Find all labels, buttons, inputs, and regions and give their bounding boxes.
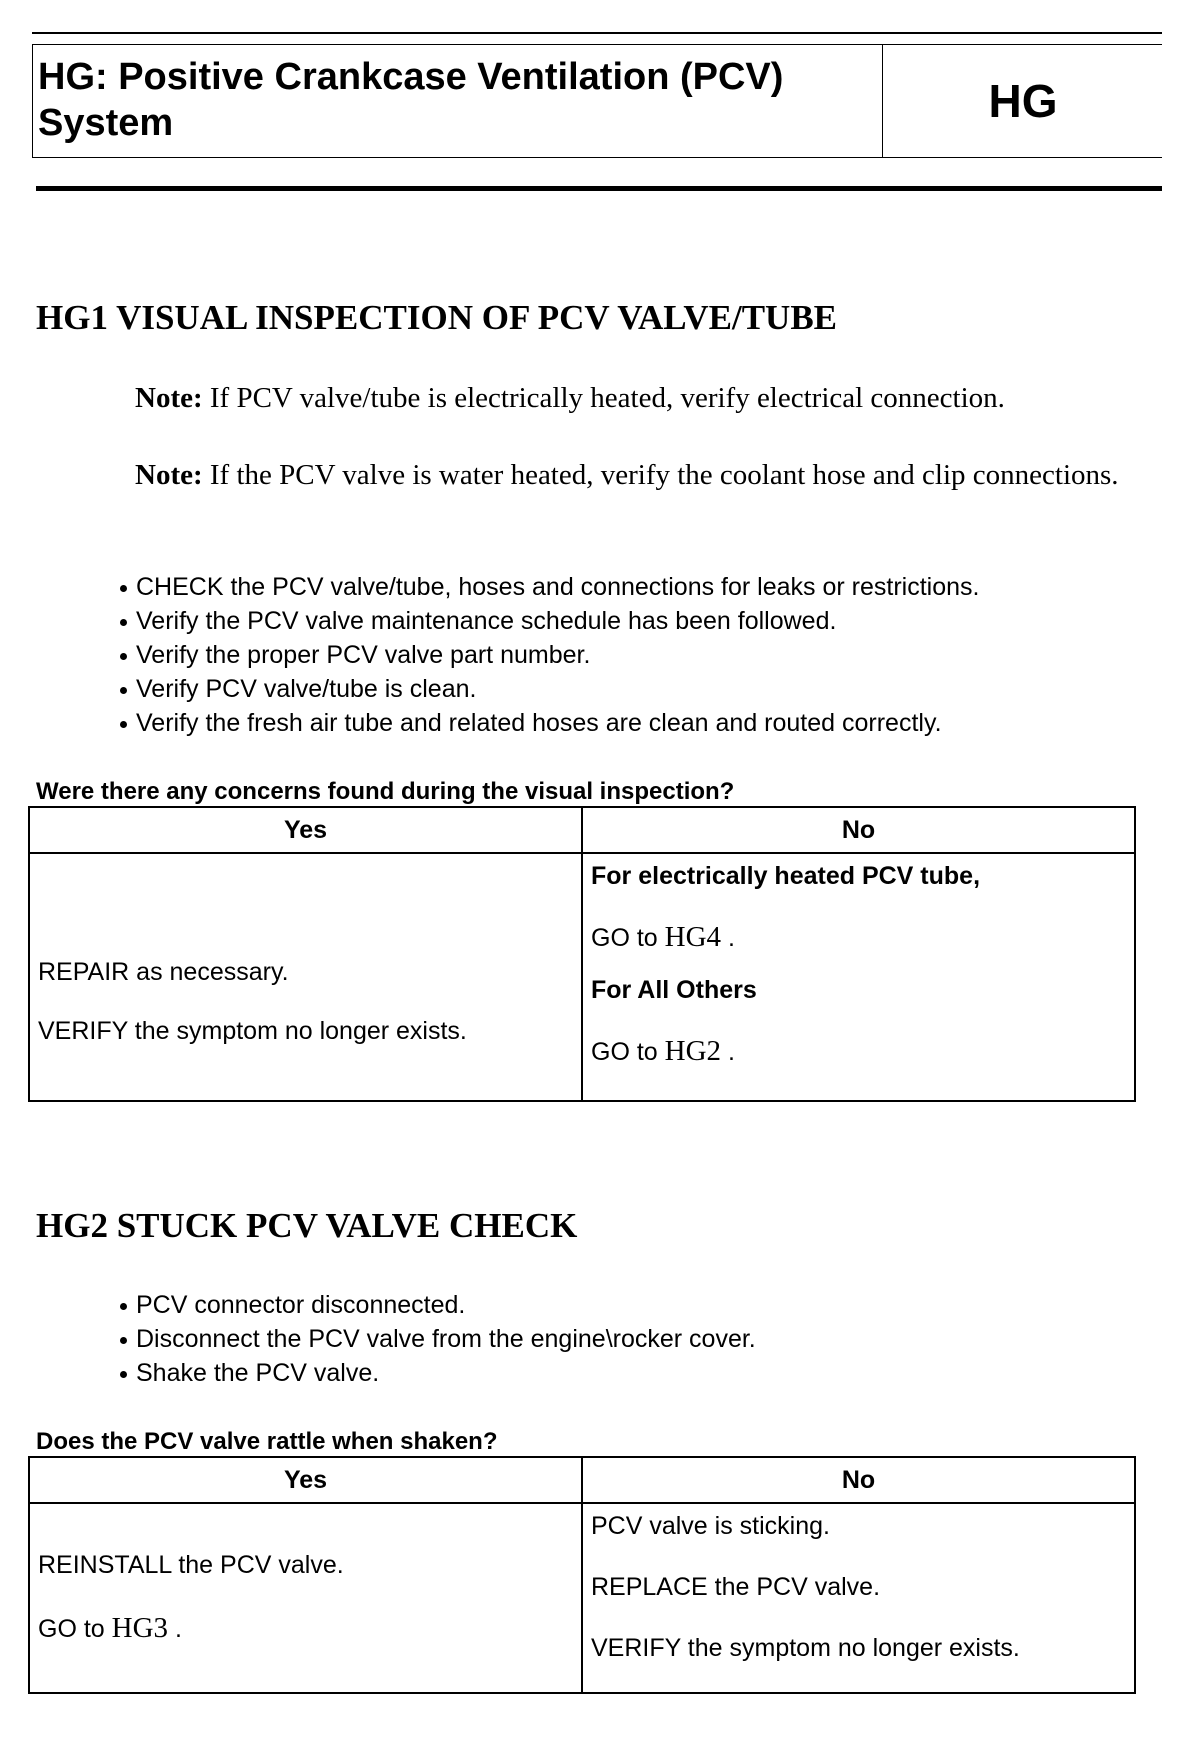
header-rule <box>36 186 1162 191</box>
yes-cell <box>29 1503 582 1693</box>
note-label: Note: <box>135 382 203 414</box>
hg1-heading: HG1 VISUAL INSPECTION OF PCV VALVE/TUBE <box>36 298 838 337</box>
no-cell <box>582 1503 1135 1693</box>
header-divider <box>882 44 883 158</box>
hg2-decision-table <box>28 1456 1136 1694</box>
section-code: HG <box>988 75 1058 127</box>
hg1-bullet-list <box>118 570 979 740</box>
list-item: Verify PCV valve/tube is clean. <box>118 672 979 706</box>
yes-cell <box>29 853 582 1101</box>
list-item: Disconnect the PCV valve from the engine\rocker cover. <box>118 1322 756 1356</box>
page-title-line2: System <box>38 102 174 144</box>
goto-suffix: . <box>721 1038 735 1066</box>
list-item: PCV connector disconnected. <box>118 1288 756 1322</box>
yes-goto-hg3 <box>38 1612 573 1645</box>
goto-suffix: . <box>721 924 735 952</box>
list-item: Shake the PCV valve. <box>118 1356 756 1390</box>
no-line: VERIFY the symptom no longer exists. <box>591 1634 1020 1662</box>
yes-header: Yes <box>29 1457 582 1503</box>
hg1-decision-table <box>28 806 1136 1102</box>
yes-header: Yes <box>29 807 582 853</box>
hg1-question: Were there any concerns found during the visual inspection? <box>36 778 735 805</box>
goto-prefix: GO to <box>591 1038 665 1066</box>
page-title <box>38 54 868 146</box>
hg2-bullet-list <box>118 1288 756 1390</box>
no-cell <box>582 853 1135 1101</box>
note-label: Note: <box>135 459 203 491</box>
list-item: Verify the proper PCV valve part number. <box>118 638 979 672</box>
no-header: No <box>582 1457 1135 1503</box>
yes-line: VERIFY the symptom no longer exists. <box>38 1017 467 1045</box>
goto-suffix: . <box>168 1615 182 1643</box>
goto-link-hg4[interactable]: HG4 <box>664 921 722 953</box>
goto-prefix: GO to <box>38 1615 112 1643</box>
goto-link-hg3[interactable]: HG3 <box>111 1612 169 1644</box>
list-item: CHECK the PCV valve/tube, hoses and connections for leaks or restrictions. <box>118 570 979 604</box>
list-item: Verify the fresh air tube and related hoses are clean and routed correctly. <box>118 706 979 740</box>
no-goto-hg2 <box>591 1035 1126 1068</box>
no-line: REPLACE the PCV valve. <box>591 1573 881 1601</box>
no-heading-others: For All Others <box>591 976 757 1004</box>
no-heading-electric: For electrically heated PCV tube, <box>591 862 981 890</box>
no-header: No <box>582 807 1135 853</box>
yes-line: REPAIR as necessary. <box>38 958 289 986</box>
goto-prefix: GO to <box>591 924 665 952</box>
hg2-heading: HG2 STUCK PCV VALVE CHECK <box>36 1206 578 1245</box>
list-item: Verify the PCV valve maintenance schedule has been followed. <box>118 604 979 638</box>
top-rule <box>32 32 1162 34</box>
hg1-note-1 <box>135 380 1145 417</box>
page-title-line1: HG: Positive Crankcase Ventilation (PCV) <box>38 56 784 98</box>
hg1-note-2 <box>135 457 1145 494</box>
note-text: If PCV valve/tube is electrically heated, verify electrical connection. <box>202 382 1005 414</box>
note-text: If the PCV valve is water heated, verify the coolant hose and clip connections. <box>202 459 1119 491</box>
goto-link-hg2[interactable]: HG2 <box>664 1035 722 1067</box>
no-goto-hg4 <box>591 921 1126 954</box>
no-line: PCV valve is sticking. <box>591 1512 830 1540</box>
hg2-question: Does the PCV valve rattle when shaken? <box>36 1428 498 1455</box>
yes-line: REINSTALL the PCV valve. <box>38 1551 344 1579</box>
